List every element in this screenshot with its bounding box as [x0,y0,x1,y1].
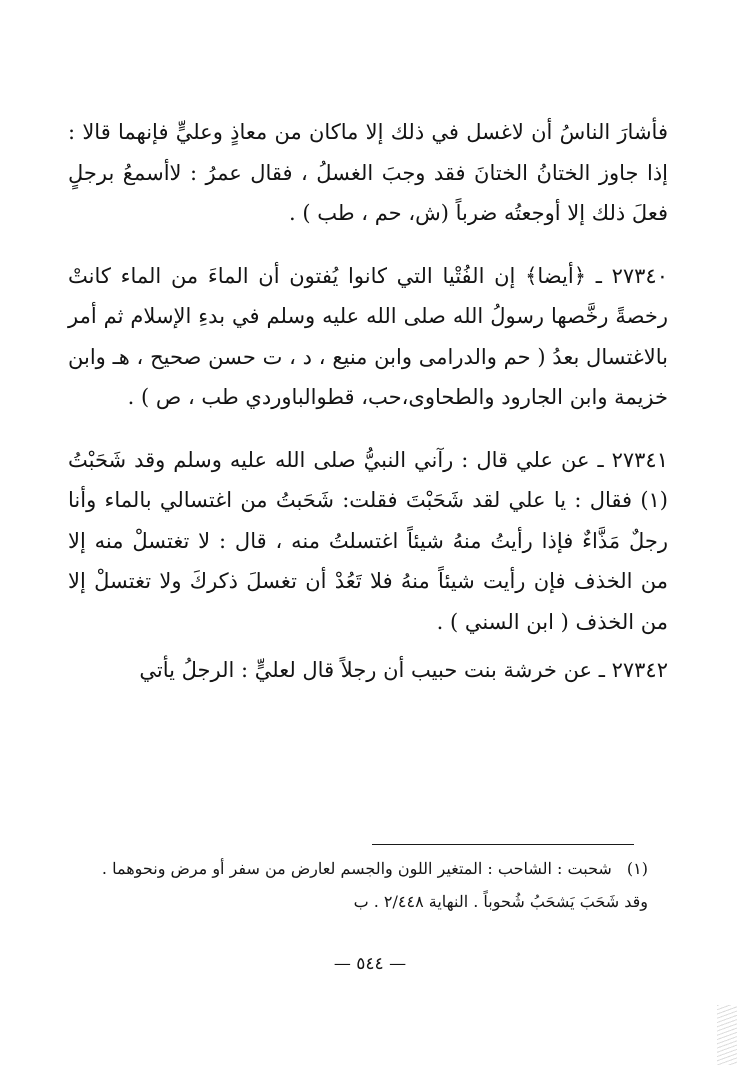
hadith-27340: ٢٧٣٤٠ ـ ﴿أيضا﴾ إن الفُتْيا التي كانوا يُفتون أن الماءَ من الماء كانتْ رخصةً رخَّصها رسولُ الله صلى الله عليه وسلم في بدءِ الإسلام ثم أمر بالاغتسال بعدُ ( حم والدرامى وابن منيع ، د ، ت حسن صحيح ، هـ وابن خزيمة وابن الجارود والطحاوى،حب، قطوالباوردي طب ، ص ) . [68,263,668,409]
footnote-line-2: وقد شَحَبَ يَشحَبُ شُحوباً . النهاية ٢/٤٤٨ . ب [353,892,648,911]
footnote-line-1 [68,852,648,885]
page-number: — ٥٤٤ — [333,954,407,974]
footnote [68,852,648,918]
hadith-27342: ٢٧٣٤٢ ـ عن خرشة بنت حبيب أن رجلاً قال لعليٍّ : الرجلُ يأتي [139,658,668,682]
scan-artifact [717,1005,737,1065]
footnote-divider [372,844,634,845]
footnote-marker: (١) [626,859,648,878]
paragraph-continuation: فأشارَ الناسُ أن لاغسل في ذلك إلا ماكان من معاذٍ وعليٍّ فإنهما قالا : إذا جاوز الختانُ الختانَ فقد وجبَ الغسلُ ، فقال عمرُ : لاأسمعُ برجلٍ فعلَ ذلك إلا أوجعتُه ضرباً (ش، حم ، طب ) . [68,120,668,225]
main-text [68,112,668,691]
footnote-text-1: شحبت : الشاحب : المتغير اللون والجسم لعارض من سفر أو مرض ونحوهما . [101,859,612,878]
hadith-27341: ٢٧٣٤١ ـ عن علي قال : رآني النبيُّ صلى الله عليه وسلم وقد شَحَبْتُ (١) فقال : يا علي لقد شَحَبْتَ فقلت: شَحَبتُ من اغتسالي بالماء وأنا رجلٌ مَذَّاءٌ فإذا رأيتُ منهُ شيئاً اغتسلتُ منه ، قال : لا تغتسلْ منه إلا من الخذف فإن رأيت شيئاً منهُ فلا تَعُدْ أن تغسلَ ذكركَ ولا تغتسلْ إلا من الخذف ( ابن السني ) . [68,447,668,634]
